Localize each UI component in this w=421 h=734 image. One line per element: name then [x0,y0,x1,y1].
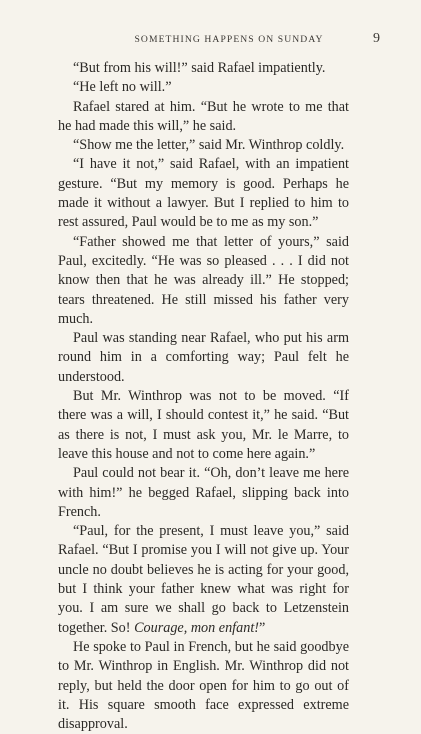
paragraph-italic-text: Courage, mon enfant! [134,619,259,636]
paragraph: “Father showed me that letter of yours,” said Paul, excitedly. “He was so pleased . . . I did not know then that he was already ill.” He stopped; tears threatened. He still missed his father very much. [58,233,349,327]
paragraph: “He left no will.” [73,79,172,96]
paragraph: Paul was standing near Rafael, who put his arm round him in a comforting way; Paul felt he understood. [58,330,349,385]
paragraph: “Show me the letter,” said Mr. Winthrop coldly. [73,137,345,154]
paragraph-closing-quote: ” [258,619,266,636]
body-text [58,59,349,734]
paragraph: “I have it not,” said Rafael, with an impatient gesture. “But my memory is good. Perhaps he made it without a lawyer. But I replied to him to rest assured, Paul would be to me as my son.” [58,156,349,231]
paragraph-text: “Paul, for the present, I must leave you,” said Rafael. “But I promise you I will not give up. Your uncle no doubt believes he is acting for your good, but I think your father knew what was right for you. I am sure we shall go back to Letzenstein together. So! [58,523,349,636]
paragraph: Rafael stared at him. “But he wrote to me that he had made this will,” he said. [58,98,349,134]
page-number: 9 [373,31,380,46]
paragraph: Paul could not bear it. “Oh, don’t leave me here with him!” he begged Rafael, slipping back into French. [58,465,349,520]
running-head: SOMETHING HAPPENS ON SUNDAY [134,34,324,45]
paragraph: He spoke to Paul in French, but he said goodbye to Mr. Winthrop in English. Mr. Winthrop did not reply, but held the door open for him to go out of it. His square smooth face expressed extreme disapproval. [58,638,349,733]
paragraph: “But from his will!” said Rafael impatiently. [73,60,326,76]
paragraph [58,522,349,638]
paragraph: But Mr. Winthrop was not to be moved. “If there was a will, I should contest it,” he said. “But as there is not, I must ask you, Mr. le Marre, to leave this house and not to come here again.” [58,388,349,462]
